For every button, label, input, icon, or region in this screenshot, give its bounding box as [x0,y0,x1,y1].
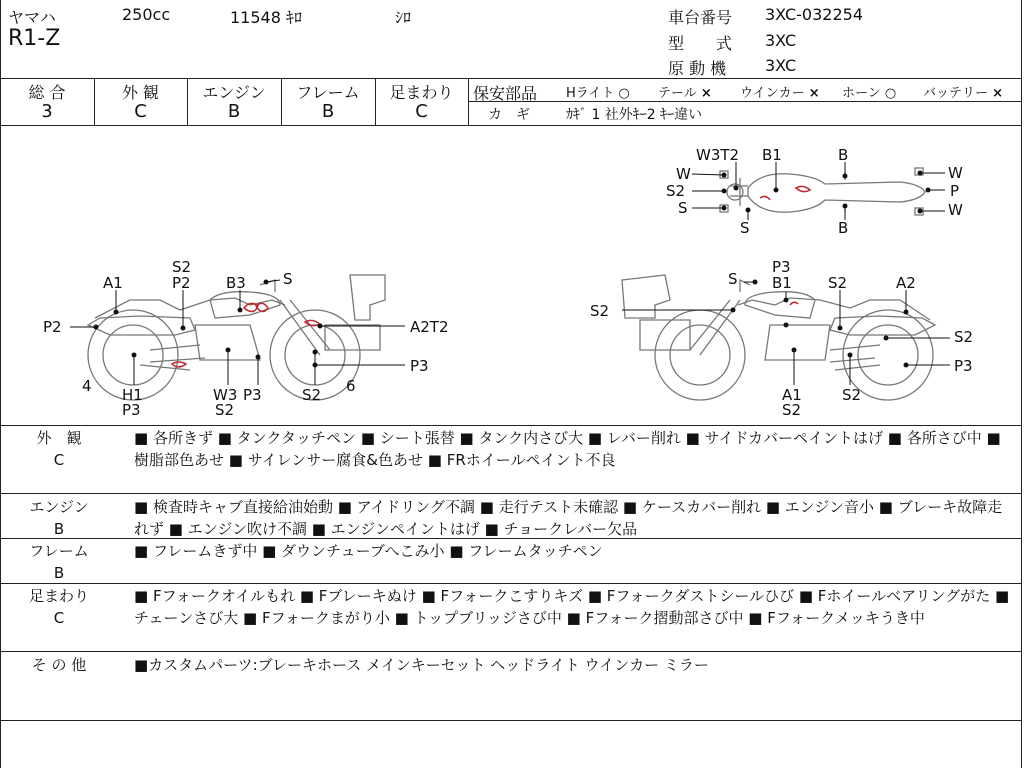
label-right-p3: P3 [954,357,973,375]
grade-frame-value: B [321,101,335,122]
label-left-w3: W3 [213,386,238,404]
label-left-b3: B3 [226,274,246,292]
label-left-p3-mid: P3 [243,386,262,404]
safety-horn: ホーン ○ [842,86,897,101]
section-frame-text: ■ フレームきず中 ■ ダウンチューブへこみ小 ■ フレームタッチペン [134,542,603,560]
rule-sec3 [0,583,1022,584]
top-view-bike [720,168,925,215]
label-right-p3-top: P3 [772,258,791,276]
section-engine-text: ■ 検査時キャブ直接給油始動 ■ アイドリング不調 ■ 走行テスト未確認 ■ ケースカバー削れ ■ エンジン音小 ■ ブレーキ故障走れず ■ エンジン吹け不調 ■ エンジンペイントはげ ■ チョークレバー欠品 [134,498,1003,538]
type-value: 3XC [765,31,797,50]
displacement: 250cc [122,5,171,24]
key-label: カ ギ [488,107,530,123]
type-label: 型 式 [668,34,733,53]
frame-no-label: 車台番号 [668,8,733,27]
label-right-s2-right: S2 [954,328,974,346]
grade-overall-label: 総 合 [28,83,66,102]
label-right-a1: A1 [782,386,802,404]
frame-no: 3XC-032254 [765,5,863,24]
label-right-b1: B1 [772,274,792,292]
damage-marks [172,186,810,367]
grade-frame-label: フレーム [296,83,360,102]
rule-sec4 [0,651,1022,652]
label-top-s-left: S [678,199,688,217]
label-left-h1: H1 [122,386,143,404]
label-left-s: S [283,270,293,288]
grade-engine-label: エンジン [202,83,266,102]
label-top-s2: S2 [666,182,686,200]
label-left-a1: A1 [103,274,123,292]
label-left-p3: P3 [410,357,429,375]
label-right-s2-bottom: S2 [842,386,862,404]
safety-tail: テール × [658,86,712,101]
grade-divider [468,78,469,125]
label-top-w3t2: W3T2 [696,146,740,164]
label-top-b1: B1 [762,146,782,164]
rule-sec1 [0,493,1022,494]
section-exterior-label: 外 観 C [36,429,82,469]
label-left-6: 6 [346,377,356,395]
section-other-text: ■カスタムパーツ:ブレーキホース メインキーセット ヘッドライト ウインカー ミラー [134,656,709,674]
section-suspension-text: ■ Fフォークオイルもれ ■ Fブレーキぬけ ■ Fフォークこすりキズ ■ Fフォークダストシールひび ■ Fホイールベアリングがた ■ チェーンさび大 ■ Fフォークまがり小 ■ トップブリッジさび中 ■ Fフォーク摺動部さび中 ■ Fフォークメッキうき中 [134,587,1010,627]
grade-overall-value: 3 [41,101,53,122]
grade-engine-value: B [227,101,241,122]
label-left-s2-front: S2 [302,386,322,404]
section-other-label: そ の 他 [31,656,87,674]
section-engine-label: エンジン B [29,498,89,538]
label-top-w-right: W [948,164,963,182]
label-top-w-lower: W [948,201,963,219]
label-top-b: B [838,146,849,164]
label-right-s2-low: S2 [782,401,802,419]
section-exterior-text: ■ 各所きず ■ タンクタッチペン ■ シート張替 ■ タンク内さび大 ■ レバー削れ ■ サイドカバーペイントはげ ■ 各所さび中 ■ 樹脂部色あせ ■ サイレンサー腐食&色あせ ■ FRホイールペイント不良 [134,429,1001,469]
model-name: R1-Z [8,26,61,51]
rule-header [0,78,1022,79]
safety-winker: ウインカー × [740,86,820,101]
maker: ヤマハ [8,8,56,27]
safety-label: 保安部品 [473,84,538,103]
label-left-a2t2: A2T2 [410,318,449,336]
grade-suspension-value: C [415,101,428,122]
label-right-a2: A2 [896,274,916,292]
section-frame-label: フレーム B [29,542,89,582]
grade-suspension-label: 足まわり [389,83,454,102]
color: ｼﾛ [395,8,412,27]
label-left-p2-top: P2 [172,274,191,292]
label-right-s2-top: S2 [828,274,848,292]
engine-label: 原 動 機 [668,59,727,78]
leader-lines [70,162,950,385]
label-left-s2: S2 [172,258,192,276]
label-right-s: S [728,270,738,288]
safety-headlight: Hライト ○ [566,86,630,101]
left-side-bike [88,275,385,400]
grade-exterior-label: 外 観 [121,83,160,102]
grade-exterior-value: C [134,101,147,122]
label-left-s2-low: S2 [215,401,235,419]
label-top-p: P [950,182,960,200]
key-value: ｶｷﾞ 1 社外ｷｰ2 ｷｰ違い [566,107,703,123]
engine-value: 3XC [765,56,797,75]
mileage: 11548 ｷﾛ [230,8,302,27]
label-left-4: 4 [82,377,92,395]
rule-diagram [0,425,1022,426]
section-suspension-label: 足まわり C [28,587,89,627]
damage-diagram [0,126,1022,425]
label-top-b-bottom: B [838,219,849,237]
label-right-s2-left: S2 [590,302,610,320]
label-top-w-left: W [676,165,691,183]
safety-battery: バッテリー × [923,86,1004,101]
rule-safety [468,101,1022,102]
label-left-p2: P2 [43,318,62,336]
label-top-s-bottom: S [740,219,750,237]
pointer-dots [94,171,931,368]
label-left-p3-low: P3 [122,401,141,419]
rule-sec5 [0,720,1022,721]
